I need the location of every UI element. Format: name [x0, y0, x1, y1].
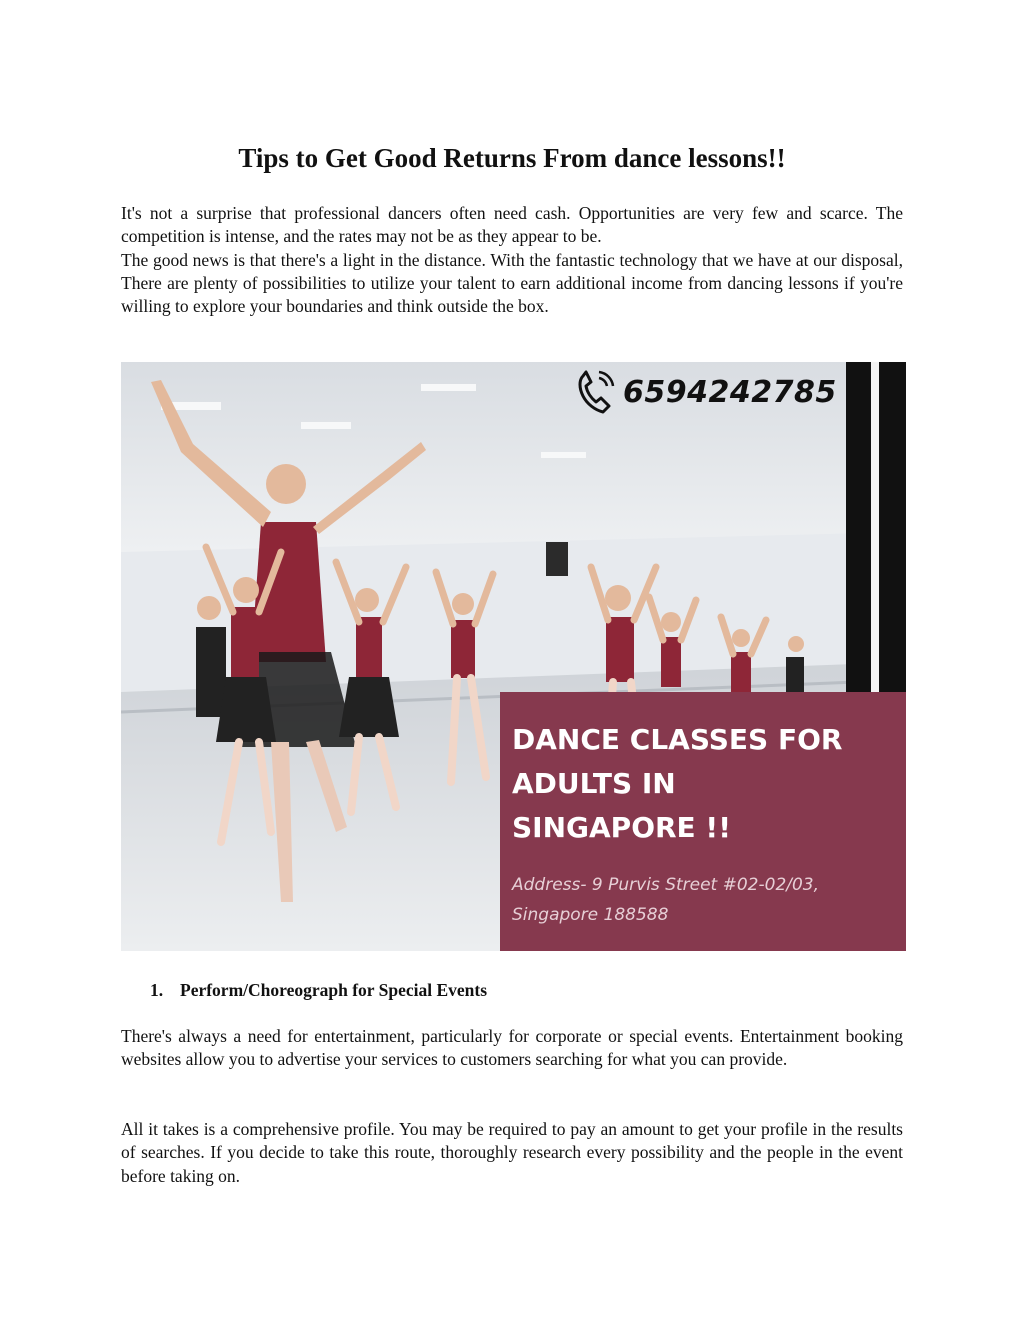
section-paragraph: There's always a need for entertainment, particularly for corporate or special events. Entertainment booking websites allow you to advertise your services to customers searching for what you can provide. [121, 1026, 903, 1070]
phone-number: 6594242785 [623, 374, 837, 410]
promo-panel [500, 692, 906, 951]
phone-icon [577, 370, 617, 414]
section-heading-text: Perform/Choreograph for Special Events [180, 980, 488, 1000]
promo-address: Address- 9 Purvis Street #02-02/03, Singapore 188588 [512, 875, 820, 925]
phone-contact [577, 368, 837, 416]
section-heading [150, 980, 487, 1001]
dance-class-banner [121, 362, 906, 951]
intro-paragraph: It's not a surprise that professional dancers often need cash. Opportunities are very few and scarce. The competition is intense, and the rates may not be as they appear to be. The good news is that there's a light in the distance. With the fantastic technology that we have at our disposal, There are plenty of possibilities to utilize your talent to earn additional income from dancing lessons if you're willing to explore your boundaries and think outside the box. [121, 203, 903, 317]
page-title: Tips to Get Good Returns From dance lessons!! [238, 143, 786, 173]
decorative-stripe [871, 362, 879, 692]
promo-headline: DANCE CLASSES FOR ADULTS IN SINGAPORE !! [512, 723, 843, 844]
section-paragraph: All it takes is a comprehensive profile. You may be required to pay an amount to get your profile in the results of searches. If you decide to take this route, thoroughly research every possibility and the people in the event before taking on. [121, 1119, 903, 1186]
section-number: 1. [150, 980, 164, 1000]
